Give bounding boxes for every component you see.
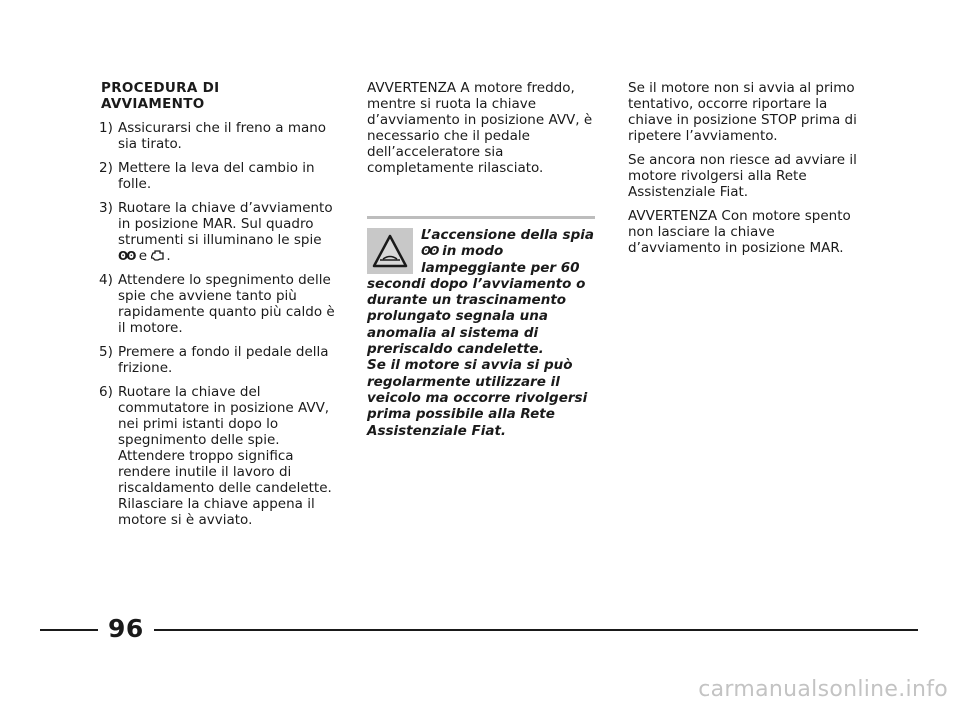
heading-line-2: AVVIAMENTO — [101, 96, 205, 112]
procedure-column — [101, 80, 341, 536]
watermark: carmanualsonline.info — [698, 677, 948, 702]
right-paragraph-3: AVVERTENZA Con motore spento non lasciare la chiave d’avviamento in posizione MAR. — [628, 208, 851, 256]
footer-rule-left — [40, 629, 98, 631]
glow-plug-icon: ʘʘ — [421, 244, 438, 259]
middle-column — [367, 80, 597, 184]
step-1: 1) Assicurarsi che il freno a mano sia tirato. — [99, 120, 327, 152]
glow-plug-icon: ʘʘ — [118, 249, 135, 263]
cold-engine-warning: AVVERTENZA A motore freddo, mentre si ruota la chiave d’avviamento in posizione AVV, è necessario che il pedale dell’acceleratore sia completamente rilasciato. — [367, 80, 593, 176]
warning-box-text: L’accensione della spia ʘʘ in modo lampeggiante per 60 secondi dopo l’avviamento o durante un trascinamento prolungato segnala una anomalia al sistema di preriscaldo candelette. Se il motore si avvia si può regolarmente utilizzare il veicolo ma occorre rivolgersi prima possibile alla Rete Assistenziale Fiat. — [367, 227, 594, 439]
step-3: 3) Ruotare la chiave d’avviamento in posizione MAR. Sul quadro strumenti si illuminano le spie ʘʘ e . — [99, 200, 333, 264]
engine-check-icon — [151, 249, 166, 261]
warning-box — [367, 216, 595, 439]
right-paragraph-1: Se il motore non si avvia al primo tentativo, occorre riportare la chiave in posizione STOP prima di ripetere l’avviamento. — [628, 80, 857, 144]
procedure-heading — [101, 80, 341, 112]
right-column — [628, 80, 868, 264]
step-5: 5) Premere a fondo il pedale della frizione. — [99, 344, 329, 376]
warning-triangle-icon — [367, 228, 413, 274]
procedure-steps — [101, 120, 341, 528]
warning-box-rule — [367, 216, 595, 219]
page-number: 96 — [108, 614, 144, 643]
step-2: 2) Mettere la leva del cambio in folle. — [99, 160, 315, 192]
footer-rule-right — [154, 629, 918, 631]
step-4: 4) Attendere lo spegnimento delle spie che avviene tanto più rapidamente quanto più caldo è il motore. — [99, 272, 335, 336]
step-6: 6) Ruotare la chiave del commutatore in posizione AVV, nei primi istanti dopo lo spegnimento delle spie. Attendere troppo significa rendere inutile il lavoro di riscaldamento delle candelette. Rilasciare la chiave appena il motore si è avviato. — [99, 384, 332, 528]
heading-line-1: PROCEDURA DI — [101, 80, 220, 96]
right-paragraph-2: Se ancora non riesce ad avviare il motore rivolgersi alla Rete Assistenziale Fiat. — [628, 152, 857, 200]
